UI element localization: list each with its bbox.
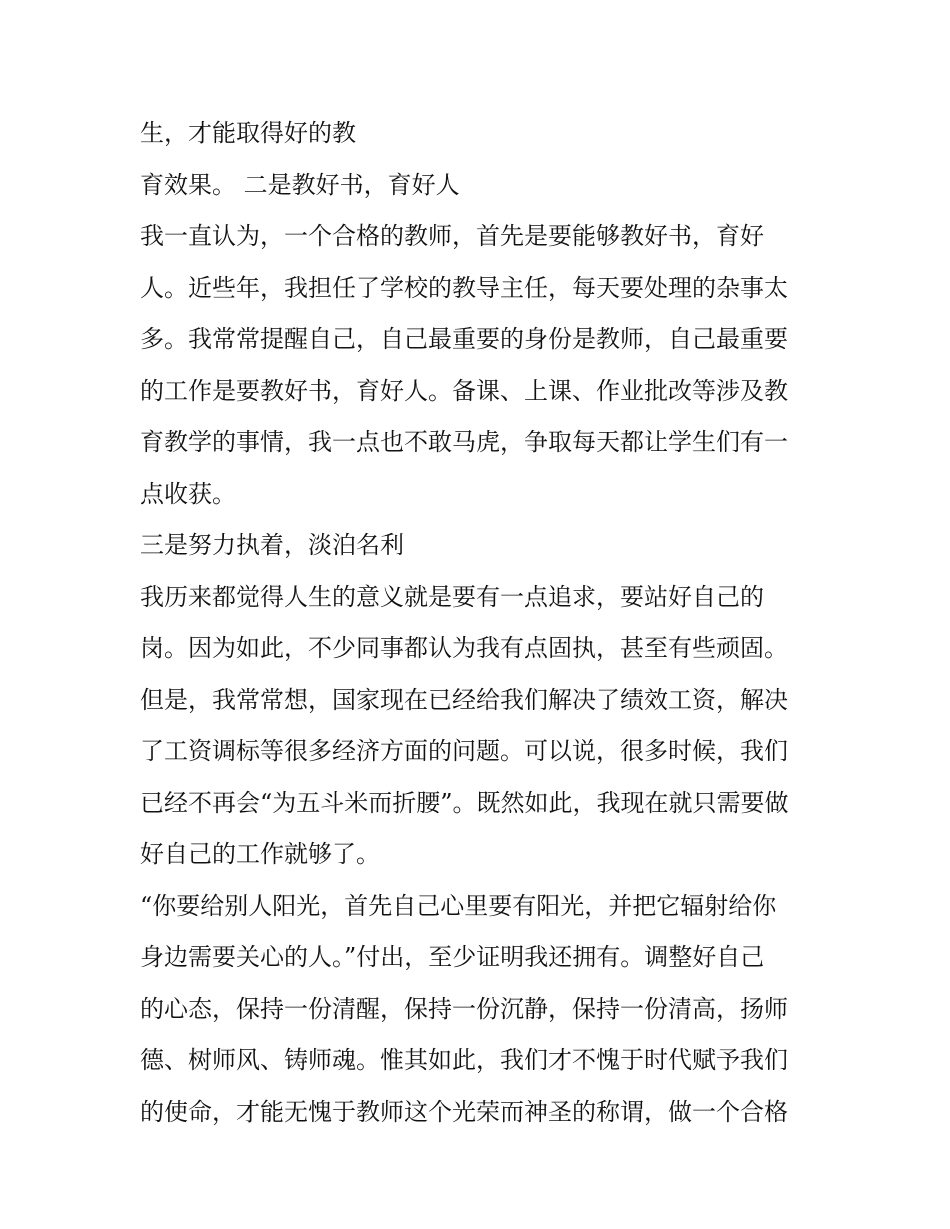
text-line: 身边需要关心的人。”付出，至少证明我还拥有。调整好自己 — [140, 943, 765, 971]
text-line: 的工作是要教好书，育好人。备课、上课、作业批改等涉及教 — [140, 376, 788, 405]
text-line: 但是，我常常想，国家现在已经给我们解决了绩效工资，解决 — [140, 685, 788, 714]
text-line: 点收获。 — [140, 479, 236, 508]
text-line: 生，才能取得好的教 — [140, 119, 356, 147]
text-line: 育教学的事情，我一点也不敢马虎，争取每天都让学生们有一 — [140, 428, 788, 456]
text-line: 三是努力执着，淡泊名利 — [140, 531, 404, 559]
text-line: 了工资调标等很多经济方面的问题。可以说，很多时候，我们 — [140, 737, 788, 765]
text-line: 我一直认为，一个合格的教师，首先是要能够教好书，育好 — [140, 222, 764, 250]
text-line: 岗。因为如此，不少同事都认为我有点固执，甚至有些顽固。 — [140, 634, 788, 662]
text-line: 人。近些年，我担任了学校的教导主任，每天要处理的杂事太 — [140, 273, 788, 302]
text-line: 育效果。 二是教好书，育好人 — [140, 170, 460, 199]
text-line: 好自己的工作就够了。 — [140, 840, 380, 868]
text-line: 已经不再会“为五斗米而折腰”。既然如此，我现在就只需要做 — [140, 788, 789, 817]
text-line: 我历来都觉得人生的意义就是要有一点追求，要站好自己的 — [140, 582, 764, 611]
text-line: 的心态，保持一份清醒，保持一份沉静，保持一份清高，扬师 — [140, 994, 788, 1023]
text-line: 德、树师风、铸师魂。惟其如此，我们才不愧于时代赋予我们 — [140, 1046, 788, 1074]
text-line: 的使命，才能无愧于教师这个光荣而神圣的称谓，做一个合格 — [140, 1097, 788, 1126]
text-line: 多。我常常提醒自己，自己最重要的身份是教师，自己最重要 — [140, 325, 788, 353]
document-body — [140, 108, 820, 1138]
text-line: “你要给别人阳光，首先自己心里要有阳光，并把它辐射给你 — [140, 891, 777, 920]
